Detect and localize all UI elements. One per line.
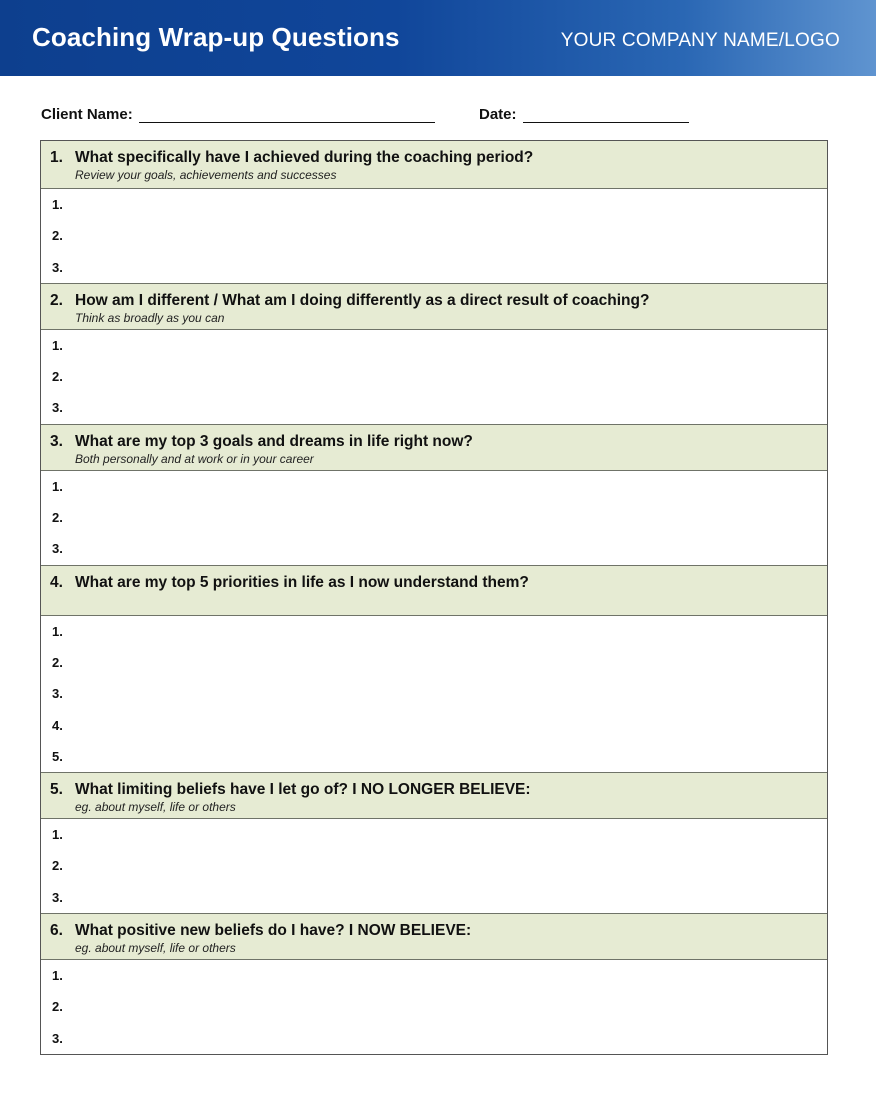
answer-lines	[41, 189, 827, 283]
question-text: What specifically have I achieved during the coaching period?	[75, 149, 534, 166]
answer-line[interactable]: 2.	[52, 228, 63, 244]
answer-line[interactable]: 1.	[52, 827, 63, 843]
answer-lines	[41, 471, 827, 565]
question-header	[41, 772, 827, 819]
question-section	[41, 565, 827, 772]
question-text-line	[50, 781, 827, 799]
question-number: 6.	[50, 922, 63, 940]
answer-line[interactable]: 1.	[52, 968, 63, 984]
question-header	[41, 565, 827, 616]
question-text: How am I different / What am I doing differently as a direct result of coaching?	[75, 291, 650, 309]
answer-line[interactable]: 2.	[52, 369, 63, 385]
question-hint: Review your goals, achievements and successes	[75, 168, 337, 182]
question-number: 4.	[50, 573, 63, 591]
answer-line[interactable]: 2.	[52, 999, 63, 1015]
question-text-line	[50, 922, 827, 940]
date-field	[479, 106, 689, 123]
client-name-label: Client Name:	[41, 106, 133, 123]
question-text: What positive new beliefs do I have? I NOW BELIEVE:	[75, 922, 472, 940]
question-text: What limiting beliefs have I let go of? I NO LONGER BELIEVE:	[75, 781, 531, 799]
question-text-line	[50, 149, 827, 167]
answer-line[interactable]: 2.	[52, 858, 63, 874]
answer-lines	[41, 819, 827, 913]
question-header	[41, 283, 827, 330]
questions-form	[40, 140, 828, 1055]
question-number: 3.	[50, 432, 63, 450]
question-header	[41, 141, 827, 189]
client-name-field	[41, 106, 435, 123]
question-header	[41, 913, 827, 960]
date-label: Date:	[479, 106, 517, 123]
page-title: Coaching Wrap-up Questions	[32, 22, 400, 52]
client-fields	[41, 106, 741, 128]
question-text: What are my top 3 goals and dreams in life right now?	[75, 432, 473, 450]
answer-line[interactable]: 3.	[52, 686, 63, 702]
question-text: What are my top 5 priorities in life as I now understand them?	[75, 573, 529, 591]
answer-line[interactable]: 1.	[52, 478, 63, 494]
answer-line[interactable]: 4.	[52, 717, 63, 733]
question-header	[41, 424, 827, 471]
date-input-line[interactable]	[523, 106, 689, 123]
answer-line[interactable]: 3.	[52, 259, 63, 275]
answer-lines	[41, 616, 827, 772]
client-name-input-line[interactable]	[139, 106, 435, 123]
question-text-line	[50, 433, 827, 451]
question-number: 1.	[50, 149, 63, 166]
question-section	[41, 283, 827, 424]
question-section	[41, 772, 827, 913]
question-section	[41, 424, 827, 565]
question-hint: Both personally and at work or in your career	[75, 451, 314, 466]
question-hint: eg. about myself, life or others	[75, 800, 236, 815]
question-number: 5.	[50, 781, 63, 799]
header-banner	[0, 0, 876, 76]
question-number: 2.	[50, 291, 63, 309]
answer-line[interactable]: 3.	[52, 1030, 63, 1046]
answer-line[interactable]: 1.	[52, 197, 63, 212]
answer-line[interactable]: 2.	[52, 510, 63, 526]
answer-line[interactable]: 3.	[52, 541, 63, 557]
answer-line[interactable]: 1.	[52, 337, 63, 353]
question-section	[41, 913, 827, 1054]
question-hint: eg. about myself, life or others	[75, 941, 236, 956]
answer-line[interactable]: 5.	[52, 748, 63, 764]
answer-line[interactable]: 3.	[52, 889, 63, 905]
question-section	[41, 141, 827, 283]
question-hint: Think as broadly as you can	[75, 310, 225, 325]
answer-line[interactable]: 1.	[52, 623, 63, 639]
question-text-line	[50, 292, 827, 310]
question-text-line	[50, 574, 827, 592]
answer-line[interactable]: 3.	[52, 400, 63, 416]
answer-lines	[41, 960, 827, 1054]
answer-line[interactable]: 2.	[52, 654, 63, 670]
answer-lines	[41, 330, 827, 424]
company-logo-placeholder: YOUR COMPANY NAME/LOGO	[560, 30, 840, 51]
